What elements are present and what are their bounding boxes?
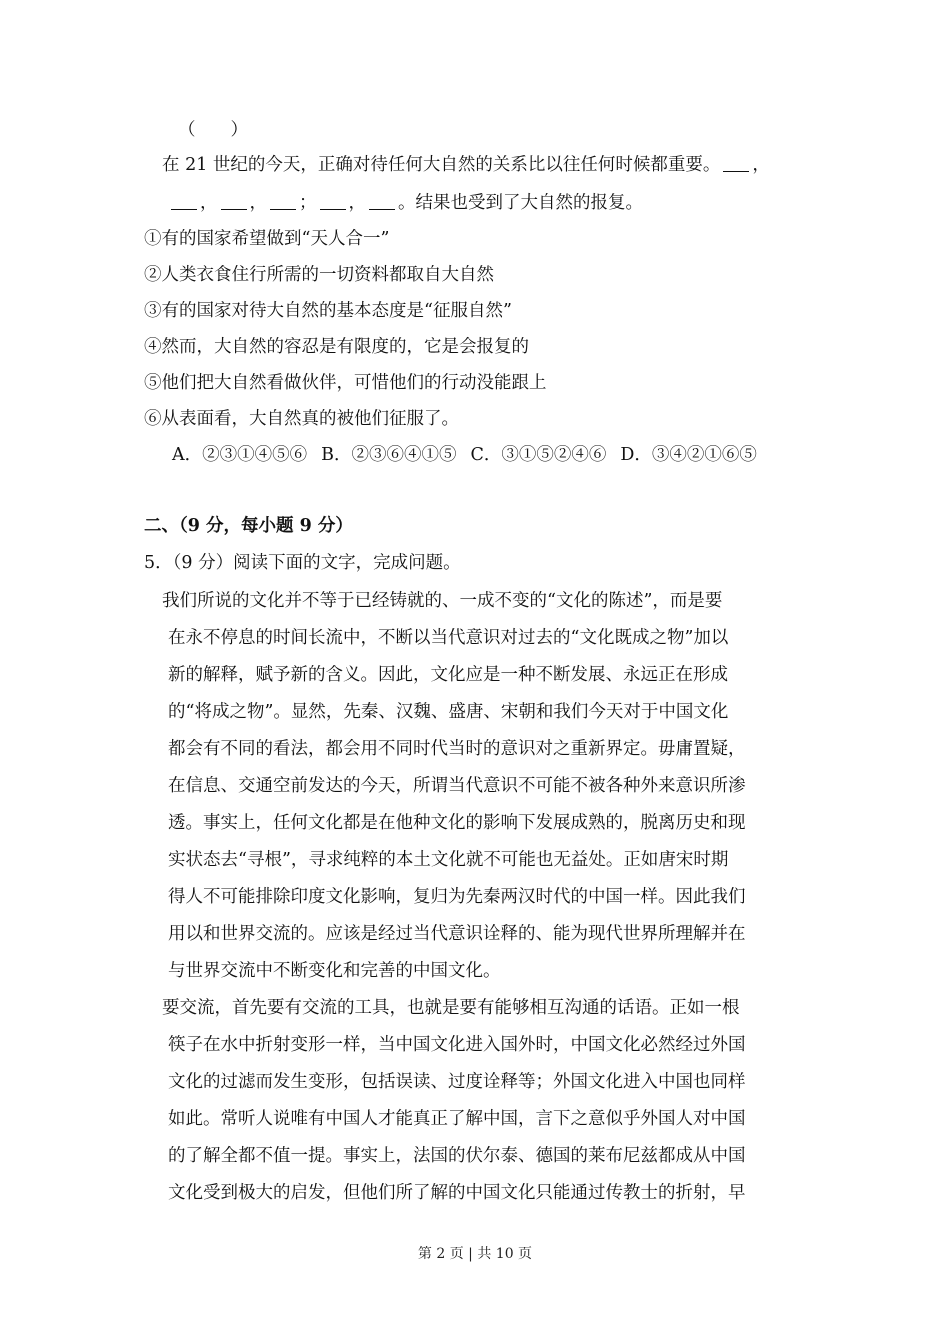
q4-stem-text-a: 在 21 世纪的今天，正确对待任何大自然的关系比以往任何时候都重要。	[162, 155, 721, 175]
passage-line: 要交流，首先要有交流的工具，也就是要有能够相互沟通的话语。正如一根	[162, 998, 740, 1018]
q4-item: ①有的国家希望做到“天人合一”	[144, 229, 390, 249]
option-d: D．③④②①⑥⑤	[620, 445, 757, 465]
section-heading: 二、（9 分，每小题 9 分）	[144, 516, 353, 536]
passage-line: 新的解释，赋予新的含义。因此，文化应是一种不断发展、永远正在形成	[168, 665, 728, 685]
blank-5	[320, 192, 346, 210]
q4-item: ③有的国家对待大自然的基本态度是“征服自然”	[144, 301, 512, 321]
answer-parentheses: （ ）	[178, 120, 248, 140]
q4-item: ⑤他们把大自然看做伙伴，可惜他们的行动没能跟上	[144, 373, 547, 393]
passage-line: 都会有不同的看法，都会用不同时代当时的意识对之重新界定。毋庸置疑，	[168, 739, 746, 759]
passage-line: 如此。常听人说唯有中国人才能真正了解中国，言下之意似乎外国人对中国	[168, 1109, 746, 1129]
passage-line: 用以和世界交流的。应该是经过当代意识诠释的、能为现代世界所理解并在	[168, 924, 746, 944]
option-a: A．②③①④⑤⑥	[172, 445, 308, 465]
blank-1	[723, 154, 749, 172]
blank-3	[221, 192, 247, 210]
passage-line: 在信息、交通空前发达的今天，所谓当代意识不可能不被各种外来意识所渗	[168, 776, 746, 796]
q5-stem: 5．（9 分）阅读下面的文字，完成问题。	[144, 553, 461, 573]
page-footer: 第 2 页 | 共 10 页	[417, 1246, 533, 1262]
blank-2	[171, 192, 197, 210]
passage-line: 的“将成之物”。显然，先秦、汉魏、盛唐、宋朝和我们今天对于中国文化	[168, 702, 729, 722]
q4-options	[172, 443, 771, 467]
q4-item: ④然而，大自然的容忍是有限度的，它是会报复的	[144, 337, 529, 357]
blank-4	[270, 192, 296, 210]
option-c: C．③①⑤②④⑥	[470, 445, 607, 465]
passage-line: 我们所说的文化并不等于已经铸就的、一成不变的“文化的陈述”，而是要	[162, 591, 723, 611]
passage-line: 透。事实上，任何文化都是在他种文化的影响下发展成熟的，脱离历史和现	[168, 813, 746, 833]
blank-6	[369, 192, 395, 210]
passage-line: 在永不停息的时间长流中，不断以当代意识对过去的“文化既成之物”加以	[168, 628, 729, 648]
passage-line: 与世界交流中不断变化和完善的中国文化。	[168, 961, 501, 981]
passage-line: 实状态去“寻根”，寻求纯粹的本土文化就不可能也无益处。正如唐宋时期	[168, 850, 729, 870]
passage-line: 筷子在水中折射变形一样，当中国文化进入国外时，中国文化必然经过外国	[168, 1035, 746, 1055]
q4-stem-line-1: 在 21 世纪的今天，正确对待任何大自然的关系比以往任何时候都重要。 ，	[162, 155, 770, 175]
passage-line: 得人不可能排除印度文化影响，复归为先秦两汉时代的中国一样。因此我们	[168, 887, 746, 907]
passage-line: 文化受到极大的启发，但他们所了解的中国文化只能通过传教士的折射，早	[168, 1183, 746, 1203]
passage-line: 的了解全都不值一提。事实上，法国的伏尔泰、德国的莱布尼兹都成从中国	[168, 1146, 746, 1166]
q4-item: ⑥从表面看，大自然真的被他们征服了。	[144, 409, 459, 429]
q4-stem-text-b: 。结果也受到了大自然的报复。	[398, 193, 643, 213]
q4-item: ②人类衣食住行所需的一切资料都取自大自然	[144, 265, 494, 285]
option-b: B．②③⑥④①⑤	[321, 445, 457, 465]
passage-line: 文化的过滤而发生变形，包括误读、过度诠释等；外国文化进入中国也同样	[168, 1072, 746, 1092]
q4-stem-line-2: ， ， ； ， 。结果也受到了大自然的报复。	[168, 191, 643, 215]
